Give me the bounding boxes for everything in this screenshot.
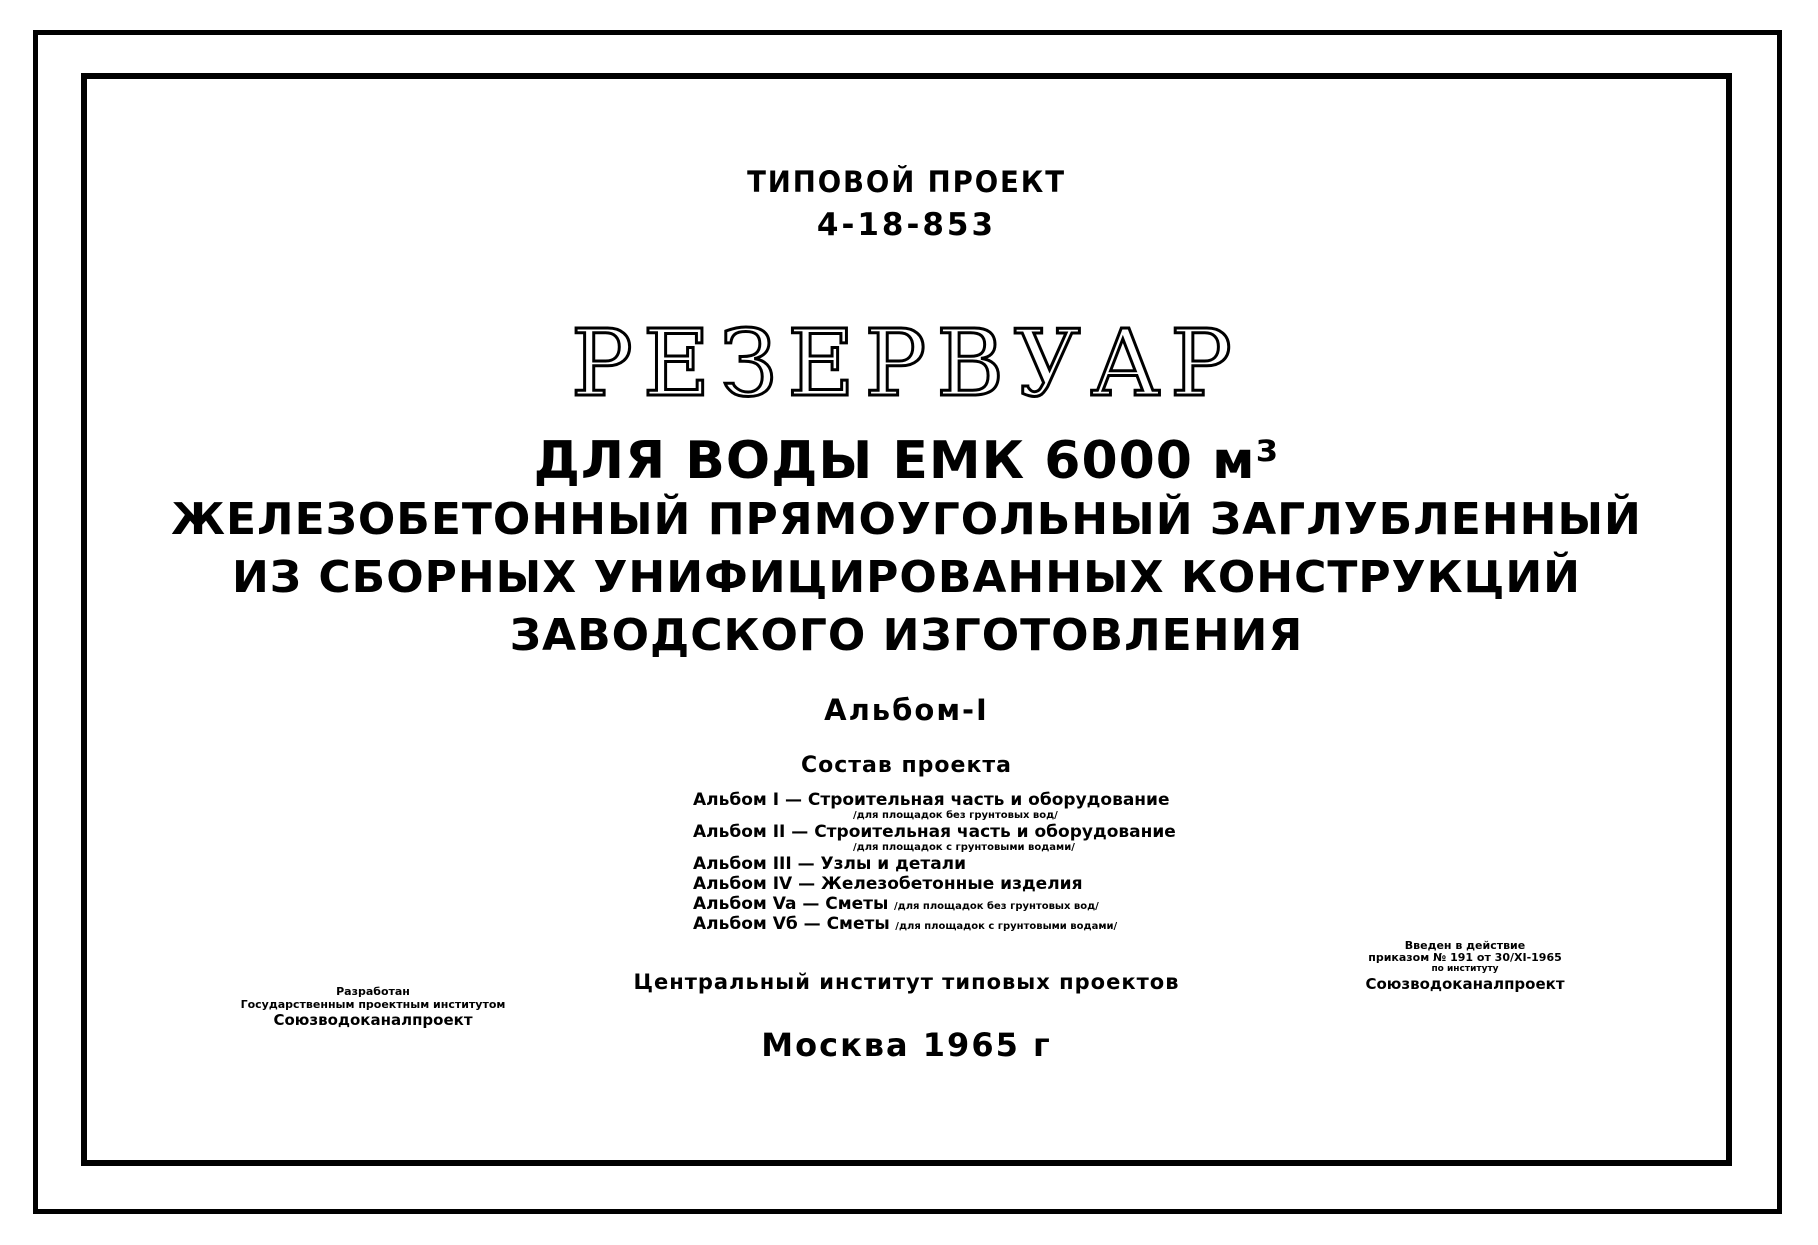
institute-name: Центральный институт типовых проектов [633,970,1180,994]
main-title: РЕЗЕРВУАР [570,310,1243,417]
contents-item-note: /для площадок без грунтовых вод/ [853,810,1058,821]
developer-block [233,985,513,1029]
city-year: Москва 1965 г [761,1026,1052,1064]
contents-item [693,854,1253,874]
contents-item-label: Альбом I — Строительная часть и оборудование [693,790,1170,810]
contents-item [693,914,1253,934]
contents-item-note: /для площадок с грунтовыми водами/ [895,921,1118,932]
subtitle-construction: ИЗ СБОРНЫХ УНИФИЦИРОВАННЫХ КОНСТРУКЦИЙ [231,552,1582,603]
contents-item-label: Альбом IV — Железобетонные изделия [693,874,1083,894]
series-number: 4-18-853 [816,207,997,243]
contents-item [693,874,1253,894]
developer-line1: Разработан [336,985,410,998]
contents-item [693,894,1253,914]
introduced-line4: Союзводоканалпроект [1365,975,1565,993]
introduced-line2: приказом № 191 от 30/XI-1965 [1368,951,1562,964]
introduced-block [1350,940,1580,993]
subtitle-manufacture: ЗАВОДСКОГО ИЗГОТОВЛЕНИЯ [509,610,1304,661]
contents-item-label: Альбом Va — Сметы [693,894,889,914]
subtitle-type: ЖЕЛЕЗОБЕТОННЫЙ ПРЯМОУГОЛЬНЫЙ ЗАГЛУБЛЕННЫЙ [171,494,1642,545]
contents-list [693,790,1253,934]
introduced-line1: Введен в действие [1404,939,1526,952]
contents-title: Состав проекта [801,753,1012,778]
contents-item-note: /для площадок без грунтовых вод/ [893,901,1099,912]
developer-line3: Союзводоканалпроект [273,1011,473,1029]
contents-item-label: Альбом III — Узлы и детали [693,854,967,874]
series-label: ТИПОВОЙ ПРОЕКТ [747,165,1066,199]
subtitle-capacity: ДЛЯ ВОДЫ ЕМК 6000 м³ [533,431,1280,491]
album-label: Альбом-I [824,693,989,727]
contents-item-label: Альбом Vб — Сметы [693,914,890,934]
developer-line2: Государственным проектным институтом [240,998,506,1011]
introduced-line3: по институту [1431,964,1499,974]
contents-item [693,822,1253,854]
contents-item-note: /для площадок с грунтовыми водами/ [853,842,1075,853]
contents-item [693,790,1253,822]
contents-item-label: Альбом II — Строительная часть и оборудование [693,822,1176,842]
